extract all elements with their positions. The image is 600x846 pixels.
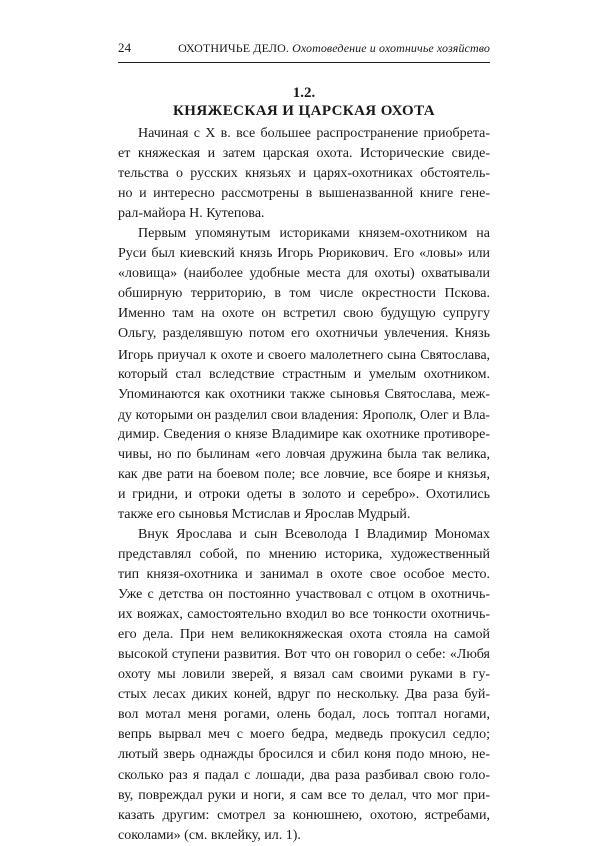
running-head-text <box>178 41 490 56</box>
text-line: Игорь приучал к охоте и своего малолетнего сына Святослава, <box>118 346 490 362</box>
text-line: вепрь вырвал меч с моего бедра, медведь прокусил седло; <box>118 727 490 743</box>
text-line: тельства о русских князьях и царях-охотниках обстоятель- <box>118 166 490 182</box>
text-line: чивы, но по былинам «его ловчая дружина была так велика, <box>118 446 490 462</box>
text-line: ду которыми он разделил свои владения: Ярополк, Олег и Вла- <box>118 406 490 422</box>
running-head <box>118 40 490 58</box>
text-line: высокой ступени развития. Вот что он говорил о себе: «Любя <box>118 647 490 663</box>
page-number: 24 <box>118 40 132 55</box>
text-line: казать другим: смотрел за конюшнею, охотою, ястребами, <box>118 807 490 823</box>
section-title: КНЯЖЕСКАЯ И ЦАРСКАЯ ОХОТА <box>172 103 436 119</box>
text-line: «ловища» (наиболее удобные места для охоты) охватывали <box>118 266 490 282</box>
text-line: Ольгу, разделявшую потом его охотничьи увлечения. Князь <box>118 326 490 342</box>
book-title: ОХОТНИЧЬЕ ДЕЛО. <box>178 41 289 55</box>
text-line: Руси был киевский князь Игорь Рюрикович. Его «ловы» или <box>118 246 490 262</box>
text-line: их вояжах, самостоятельно входил во все тонкости охотничь- <box>118 607 490 623</box>
text-line: охоту мы ловили зверей, я вязал сам своими руками в гу- <box>118 667 490 683</box>
text-line: Первым упомянутым историками князем-охотником на <box>138 226 490 242</box>
text-line: рал-майора Н. Кутепова. <box>118 206 265 222</box>
text-line: который стал вследствие страстным и умелым охотником. <box>118 366 490 382</box>
text-line: также его сыновья Мстислав и Ярослав Мудрый. <box>118 506 411 522</box>
text-line: обширную территорию, в том числе окрестности Пскова. <box>118 286 490 302</box>
text-line: вол мотал меня рогами, олень бодал, лось топтал ногами, <box>118 707 490 723</box>
text-line: соколами» (см. вклейку, ил. 1). <box>118 827 301 843</box>
text-line: его дела. При нем великокняжеская охота стояла на самой <box>118 627 490 643</box>
text-line: ву, повреждал руки и ноги, я сам все то делал, что мог при- <box>118 787 490 803</box>
text-line: стых лесах диких коней, вдруг по нескольку. Два раза буй- <box>118 687 490 703</box>
text-line: но и интересно рассмотрены в вышеназванной книге гене- <box>118 186 490 202</box>
text-line: и гридни, и отроки одеты в золото и серебро». Охотились <box>118 486 490 502</box>
text-line: димир. Сведения о князе Владимире как охотнике противоре- <box>118 426 490 442</box>
text-line: Уже с детства он постоянно участвовал с отцом в охотничь- <box>118 587 490 603</box>
text-line: Начиная с X в. все большее распространение приобрета- <box>138 126 490 141</box>
text-line: Именно там на охоте он встретил свою будущую супругу <box>118 306 490 322</box>
text-line: тип князя-охотника и занимал в охоте свое особое место. <box>118 567 490 583</box>
section-number: 1.2. <box>292 85 316 101</box>
body-text <box>118 124 490 846</box>
text-line: Внук Ярослава и сын Всеволода I Владимир Мономах <box>138 526 490 542</box>
text-line: представлял собой, по мнению историка, художественный <box>118 546 490 562</box>
book-subtitle: Охотоведение и охотничье хозяйство <box>292 41 490 55</box>
text-line: как две рати на боевом поле; все ловчие, все бояре и князья, <box>118 466 490 482</box>
text-line: сколько раз я падал с лошади, два раза разбивал свою голо- <box>118 767 490 783</box>
text-line: Упоминаются как охотники также сыновья Святослава, меж- <box>118 386 490 402</box>
text-line: лютый зверь однажды бросился и сбил коня подо мною, не- <box>118 747 490 763</box>
header-rule <box>118 62 490 63</box>
text-line: ет княжеская и затем царская охота. Исторические свиде- <box>118 146 490 162</box>
